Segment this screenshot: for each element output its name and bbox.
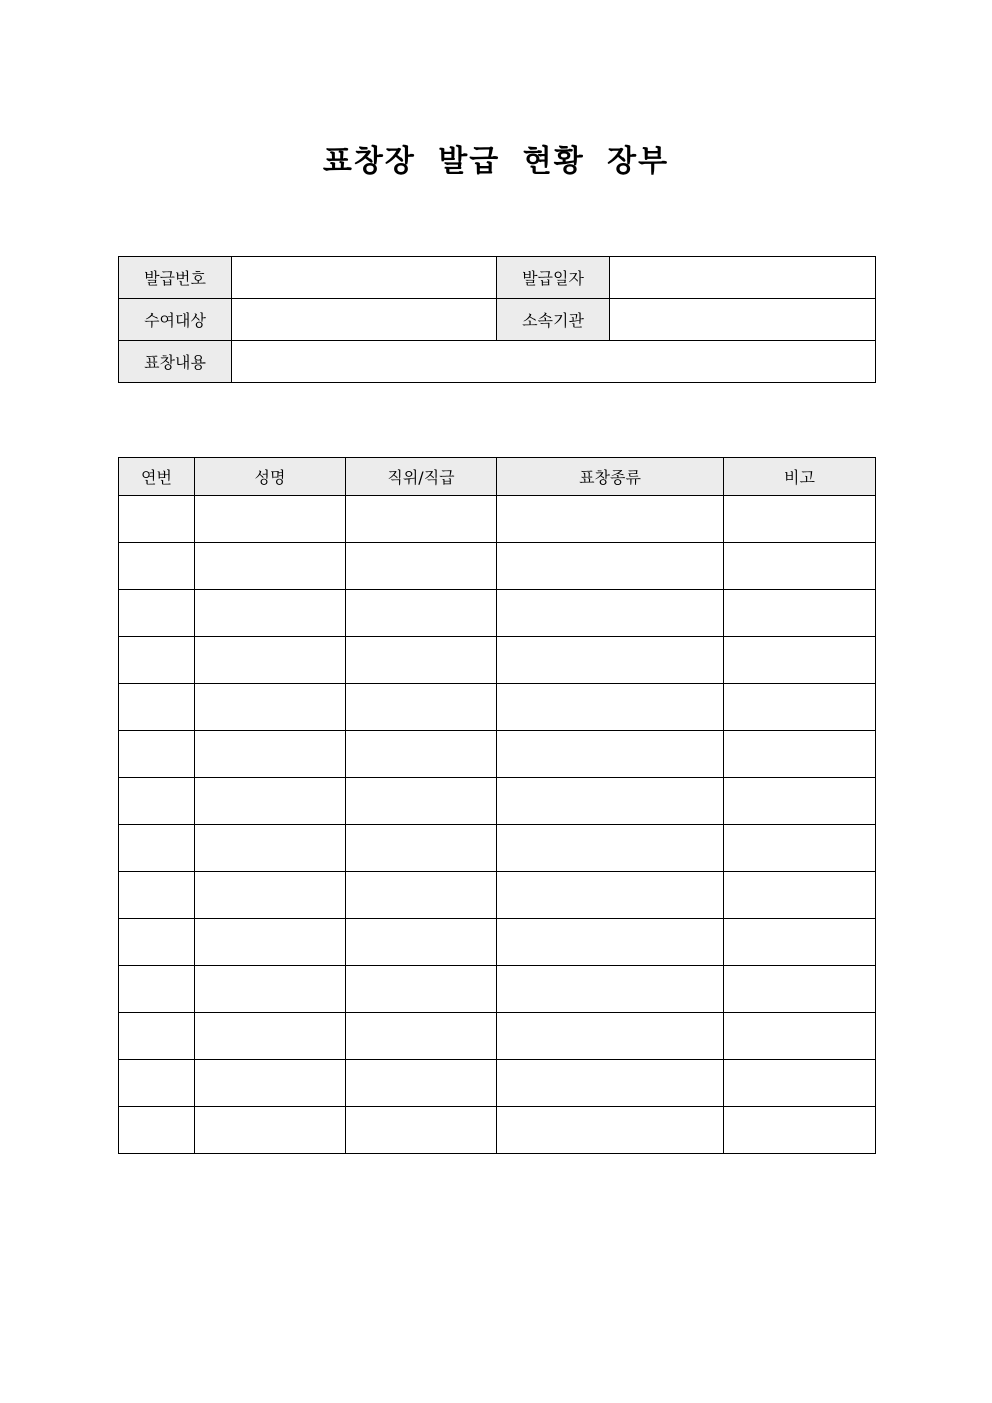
- issue-date-field[interactable]: [610, 257, 876, 299]
- content-field[interactable]: [232, 341, 876, 383]
- remarks-cell[interactable]: [724, 637, 876, 684]
- table-header-row: [119, 458, 876, 496]
- number-cell[interactable]: [119, 637, 195, 684]
- issue-number-field[interactable]: [232, 257, 497, 299]
- info-table: [118, 256, 876, 383]
- name-cell[interactable]: [195, 872, 346, 919]
- name-cell[interactable]: [195, 1013, 346, 1060]
- award-type-cell[interactable]: [497, 778, 724, 825]
- number-cell[interactable]: [119, 590, 195, 637]
- name-cell[interactable]: [195, 966, 346, 1013]
- remarks-cell[interactable]: [724, 1060, 876, 1107]
- position-cell[interactable]: [346, 1060, 497, 1107]
- remarks-cell[interactable]: [724, 684, 876, 731]
- table-row: [119, 590, 876, 637]
- remarks-cell[interactable]: [724, 731, 876, 778]
- table-row: [119, 1107, 876, 1154]
- name-cell[interactable]: [195, 637, 346, 684]
- table-row: [119, 731, 876, 778]
- position-cell[interactable]: [346, 684, 497, 731]
- name-cell[interactable]: [195, 684, 346, 731]
- header-name: 성명: [195, 458, 346, 496]
- remarks-cell[interactable]: [724, 496, 876, 543]
- name-cell[interactable]: [195, 590, 346, 637]
- remarks-cell[interactable]: [724, 543, 876, 590]
- award-list-table: [118, 457, 876, 1154]
- award-type-cell[interactable]: [497, 496, 724, 543]
- award-type-cell[interactable]: [497, 966, 724, 1013]
- table-row: [119, 825, 876, 872]
- table-row: [119, 637, 876, 684]
- remarks-cell[interactable]: [724, 919, 876, 966]
- recipient-label: 수여대상: [119, 299, 232, 341]
- number-cell[interactable]: [119, 543, 195, 590]
- name-cell[interactable]: [195, 1107, 346, 1154]
- number-cell[interactable]: [119, 872, 195, 919]
- number-cell[interactable]: [119, 919, 195, 966]
- remarks-cell[interactable]: [724, 1107, 876, 1154]
- award-type-cell[interactable]: [497, 919, 724, 966]
- award-type-cell[interactable]: [497, 1013, 724, 1060]
- table-row: [119, 543, 876, 590]
- info-row-issue: [119, 257, 876, 299]
- number-cell[interactable]: [119, 496, 195, 543]
- name-cell[interactable]: [195, 825, 346, 872]
- table-row: [119, 1060, 876, 1107]
- name-cell[interactable]: [195, 778, 346, 825]
- position-cell[interactable]: [346, 1107, 497, 1154]
- award-type-cell[interactable]: [497, 684, 724, 731]
- position-cell[interactable]: [346, 966, 497, 1013]
- position-cell[interactable]: [346, 496, 497, 543]
- table-row: [119, 496, 876, 543]
- header-position: 직위/직급: [346, 458, 497, 496]
- award-type-cell[interactable]: [497, 1107, 724, 1154]
- number-cell[interactable]: [119, 1107, 195, 1154]
- organization-label: 소속기관: [497, 299, 610, 341]
- header-remarks: 비고: [724, 458, 876, 496]
- position-cell[interactable]: [346, 825, 497, 872]
- name-cell[interactable]: [195, 543, 346, 590]
- award-type-cell[interactable]: [497, 825, 724, 872]
- table-row: [119, 778, 876, 825]
- table-row: [119, 919, 876, 966]
- number-cell[interactable]: [119, 778, 195, 825]
- position-cell[interactable]: [346, 543, 497, 590]
- name-cell[interactable]: [195, 1060, 346, 1107]
- remarks-cell[interactable]: [724, 778, 876, 825]
- info-row-content: [119, 341, 876, 383]
- name-cell[interactable]: [195, 731, 346, 778]
- remarks-cell[interactable]: [724, 1013, 876, 1060]
- remarks-cell[interactable]: [724, 825, 876, 872]
- award-type-cell[interactable]: [497, 1060, 724, 1107]
- issue-number-label: 발급번호: [119, 257, 232, 299]
- info-row-recipient: [119, 299, 876, 341]
- position-cell[interactable]: [346, 872, 497, 919]
- content-label: 표창내용: [119, 341, 232, 383]
- award-type-cell[interactable]: [497, 637, 724, 684]
- number-cell[interactable]: [119, 1013, 195, 1060]
- position-cell[interactable]: [346, 731, 497, 778]
- table-row: [119, 684, 876, 731]
- award-type-cell[interactable]: [497, 543, 724, 590]
- issue-date-label: 발급일자: [497, 257, 610, 299]
- number-cell[interactable]: [119, 684, 195, 731]
- number-cell[interactable]: [119, 1060, 195, 1107]
- table-row: [119, 966, 876, 1013]
- name-cell[interactable]: [195, 919, 346, 966]
- remarks-cell[interactable]: [724, 590, 876, 637]
- position-cell[interactable]: [346, 590, 497, 637]
- table-row: [119, 872, 876, 919]
- position-cell[interactable]: [346, 1013, 497, 1060]
- header-award-type: 표창종류: [497, 458, 724, 496]
- award-type-cell[interactable]: [497, 590, 724, 637]
- page-title: 표창장 발급 현황 장부: [322, 144, 670, 179]
- organization-field[interactable]: [610, 299, 876, 341]
- number-cell[interactable]: [119, 731, 195, 778]
- header-number: 연번: [119, 458, 195, 496]
- position-cell[interactable]: [346, 919, 497, 966]
- name-cell[interactable]: [195, 496, 346, 543]
- number-cell[interactable]: [119, 966, 195, 1013]
- recipient-field[interactable]: [232, 299, 497, 341]
- remarks-cell[interactable]: [724, 966, 876, 1013]
- number-cell[interactable]: [119, 825, 195, 872]
- award-type-cell[interactable]: [497, 872, 724, 919]
- table-row: [119, 1013, 876, 1060]
- remarks-cell[interactable]: [724, 872, 876, 919]
- position-cell[interactable]: [346, 778, 497, 825]
- award-type-cell[interactable]: [497, 731, 724, 778]
- position-cell[interactable]: [346, 637, 497, 684]
